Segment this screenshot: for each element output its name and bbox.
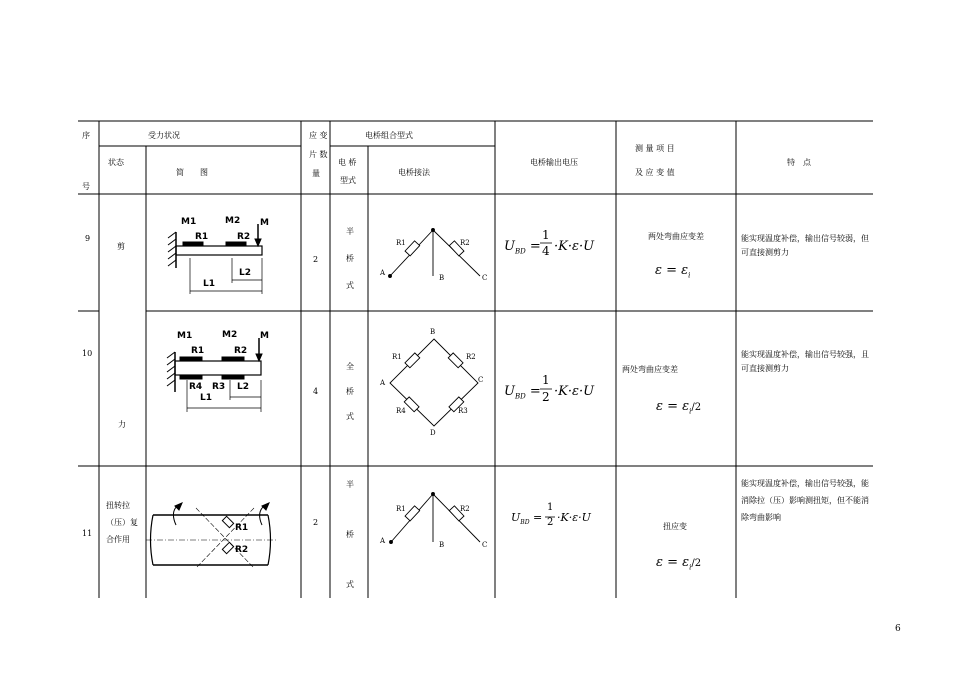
row9-formula-num: 1: [542, 228, 550, 242]
row9-bridge-r1: R1: [396, 239, 406, 247]
row9-formula-den: 4: [542, 244, 550, 258]
header-force-condition: 受力状况: [148, 131, 180, 140]
header-bridge-type-2: 型式: [340, 176, 356, 185]
row10-bridge-b: B: [430, 328, 436, 336]
row11-type-2: 桥: [346, 530, 354, 539]
row11-measure: 扭应变: [663, 522, 687, 531]
row9-label-r1: R1: [195, 232, 209, 242]
half-bridge-row9: [389, 229, 481, 278]
row11-count: 2: [313, 518, 319, 527]
row9-label-m2: M2: [225, 216, 241, 226]
row11-state: 扭转拉（压）复合作用: [106, 501, 138, 544]
row11-bridge-c: C: [482, 541, 488, 549]
row10-bridge-d: D: [430, 429, 436, 437]
row11-num: 11: [82, 529, 93, 538]
row11-strain: $\varepsilon = \varepsilon_i/2$: [656, 555, 702, 572]
row10-label-m2: M2: [222, 330, 238, 340]
row9-label-r2: R2: [237, 232, 251, 242]
row9-type-3: 式: [346, 281, 354, 290]
row9-strain: $\varepsilon = \varepsilon_i$: [655, 263, 691, 280]
row9-bridge-c: C: [482, 274, 488, 282]
row10-label-r1: R1: [191, 346, 205, 356]
row10-label-r3: R3: [212, 382, 226, 392]
row11-bridge-r1: R1: [396, 505, 406, 513]
row11-bridge-r2: R2: [460, 505, 470, 513]
row9-formula-lhs: $U_{BD}$ =: [504, 239, 541, 256]
header-bridge-wiring: 电桥接法: [398, 168, 430, 177]
row10-num: 10: [82, 349, 93, 358]
header-features: 特 点: [787, 158, 811, 167]
row9-features: 能实现温度补偿，输出信号较弱，但可直接测剪力: [741, 234, 869, 257]
row11-type-1: 半: [346, 480, 354, 489]
row10-strain: $\varepsilon = \varepsilon_i/2$: [656, 399, 702, 416]
header-gauge-count-2: 片 数: [309, 150, 328, 159]
row10-type-3: 式: [346, 412, 354, 421]
row10-formula-lhs: $U_{BD}$ =: [504, 384, 541, 401]
row9-state: 剪: [117, 242, 125, 251]
row9-type-2: 桥: [346, 254, 354, 263]
row10-label-m1: M1: [177, 331, 193, 341]
row10-features: 能实现温度补偿，输出信号较强，且可直接测剪力: [741, 350, 869, 373]
row10-type-2: 桥: [346, 387, 354, 396]
row10-label-l2: L2: [237, 382, 249, 392]
row9-label-l2: L2: [239, 268, 251, 278]
shaft-diagram-row11: [146, 503, 278, 568]
row10-count: 4: [313, 387, 319, 396]
header-measure-2: 及 应 变 值: [635, 168, 675, 177]
row9-count: 2: [313, 255, 319, 264]
row10-bridge-r3: R3: [458, 407, 468, 415]
row9-type-1: 半: [346, 227, 354, 236]
header-seq-top: 序: [82, 131, 90, 140]
header-gauge-count-1: 应 变: [309, 131, 328, 140]
row9-formula-rhs: ·K·ε·U: [554, 239, 595, 254]
half-bridge-row11: [390, 493, 481, 544]
row10-formula-den: 2: [542, 390, 550, 404]
header-bridge-type-1: 电 桥: [338, 158, 357, 167]
row11-formula-rhs: ·K·ε·U: [557, 511, 591, 524]
row10-label-r2: R2: [234, 346, 248, 356]
row11-label-r2: R2: [235, 545, 249, 555]
header-diagram: 简 图: [176, 168, 208, 177]
header-gauge-count-3: 量: [312, 169, 320, 178]
header-seq-bottom: 号: [82, 182, 90, 191]
header-bridge-combo: 电桥组合型式: [365, 131, 413, 140]
row10-label-m: M: [260, 331, 269, 341]
row10-type-1: 全: [346, 362, 354, 371]
row11-formula-lhs: $U_{BD}$ =: [511, 511, 543, 527]
header-measure-1: 测 量 项 目: [635, 144, 675, 153]
row10-label-r4: R4: [189, 382, 203, 392]
row11-features: 能实现温度补偿，输出信号较强，能消除拉（压）影响测扭矩，但不能消除弯曲影响: [741, 479, 869, 522]
row10-formula-rhs: ·K·ε·U: [554, 384, 595, 399]
row10-bridge-c: C: [478, 376, 484, 384]
row9-num: 9: [85, 234, 91, 243]
row10-bridge-r4: R4: [396, 407, 406, 415]
row9-label-m: M: [260, 218, 269, 228]
row10-state: 力: [118, 420, 126, 429]
header-state: 状态: [108, 158, 124, 167]
row10-bridge-r2: R2: [466, 353, 476, 361]
row9-bridge-b: B: [439, 274, 445, 282]
row9-bridge-r2: R2: [460, 239, 470, 247]
row11-bridge-b: B: [439, 541, 445, 549]
beam-diagram-row10: [167, 338, 262, 412]
row11-type-3: 式: [346, 580, 354, 589]
row10-bridge-a: A: [380, 379, 386, 387]
row9-measure: 两处弯曲应变差: [648, 232, 704, 241]
row11-label-r1: R1: [235, 523, 249, 533]
row10-label-l1: L1: [200, 393, 212, 403]
row11-bridge-a: A: [380, 537, 386, 545]
page-number: 6: [895, 624, 901, 634]
row9-label-l1: L1: [203, 279, 215, 289]
row9-label-m1: M1: [181, 217, 197, 227]
row10-measure: 两处弯曲应变差: [622, 365, 678, 374]
row10-bridge-r1: R1: [392, 353, 402, 361]
row10-formula-num: 1: [542, 373, 550, 387]
row11-formula-den: 2: [547, 517, 554, 528]
header-output-voltage: 电桥输出电压: [530, 158, 578, 167]
row9-bridge-a: A: [380, 269, 386, 277]
row11-formula-num: 1: [547, 502, 554, 513]
